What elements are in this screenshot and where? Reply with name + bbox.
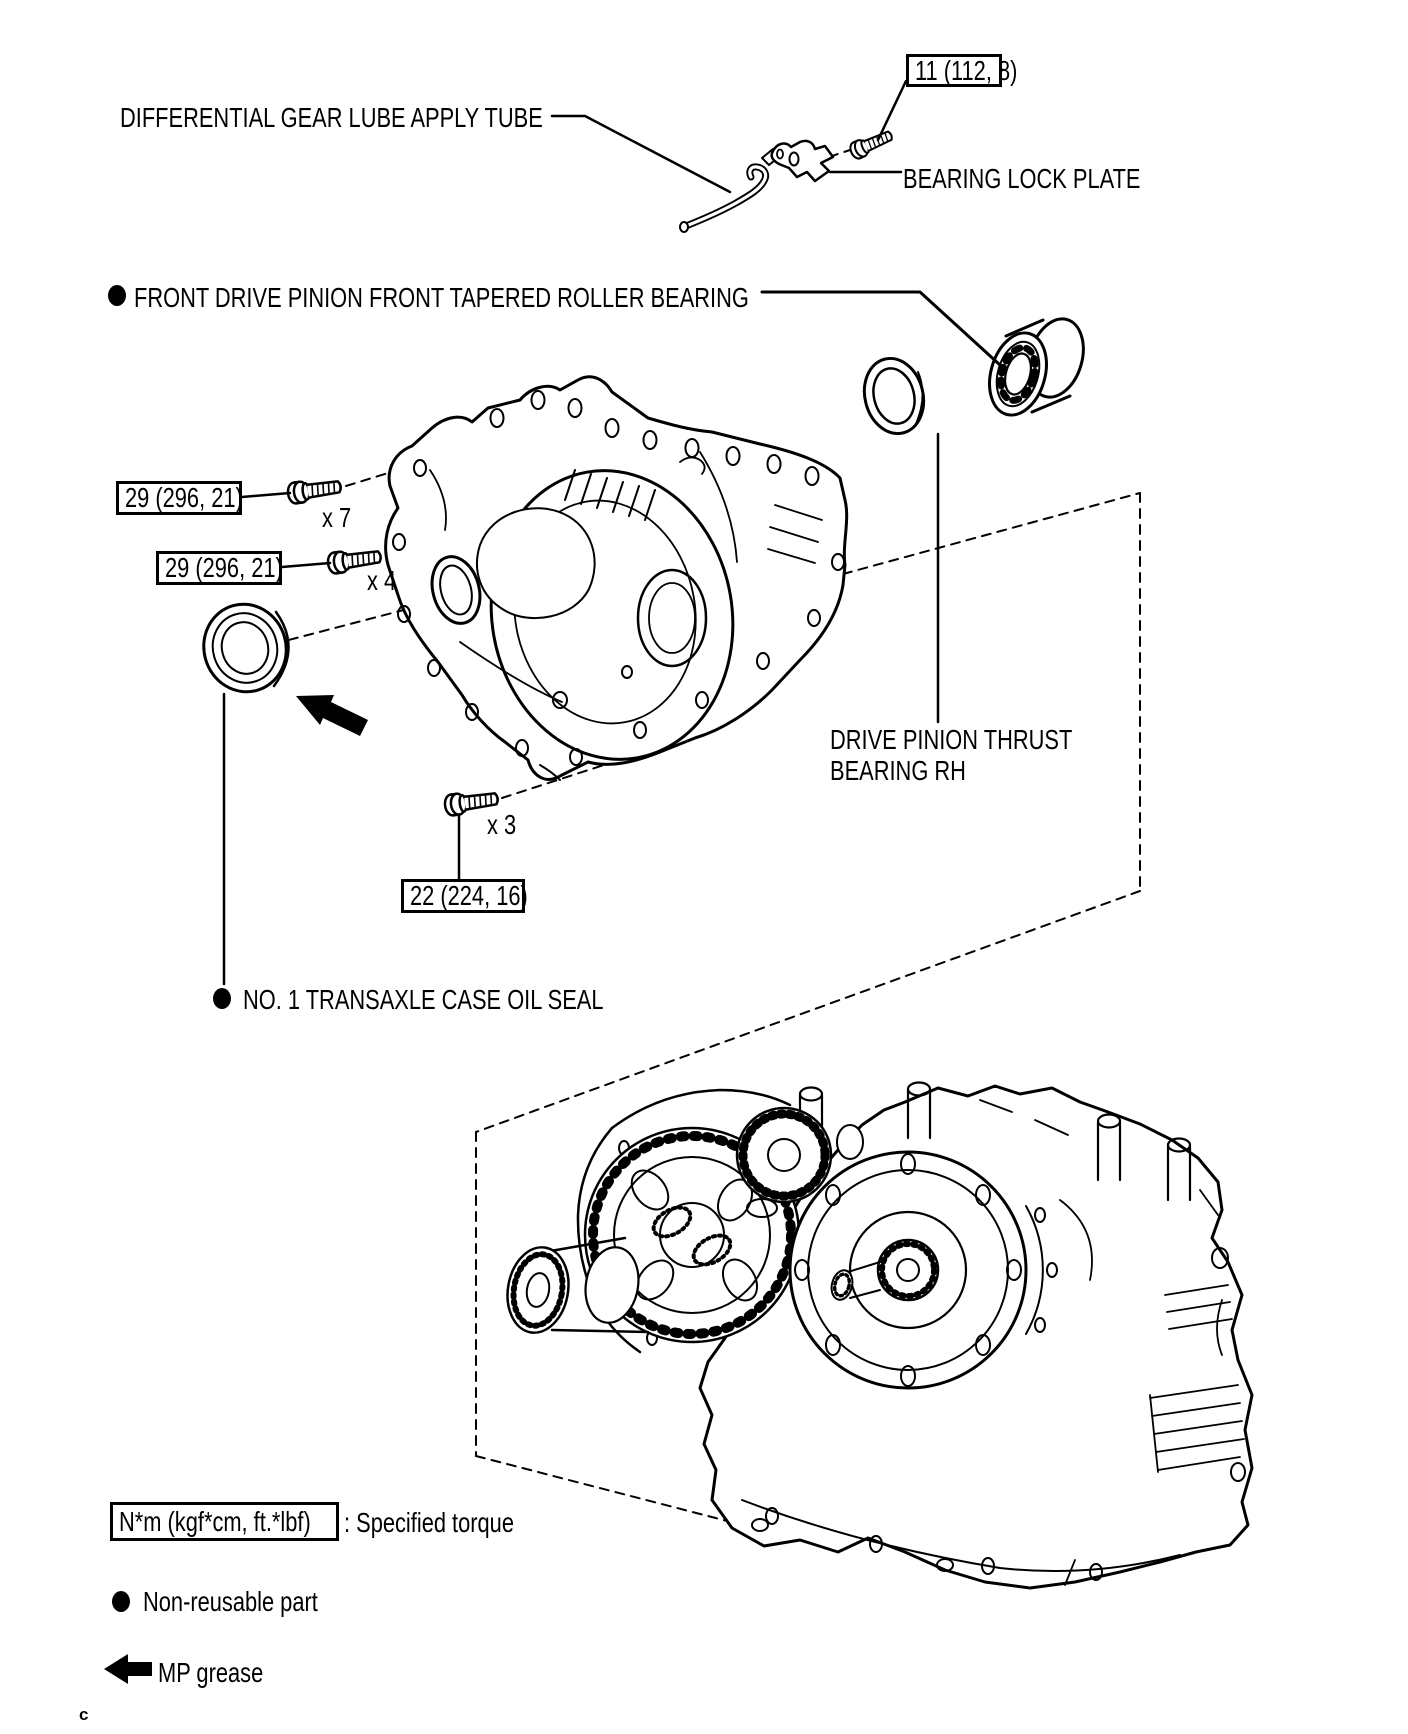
quantity-x7: x 7 bbox=[322, 502, 352, 533]
legend-mp-grease: MP grease bbox=[158, 1657, 264, 1688]
torque-box-case-bolt-x3 bbox=[401, 879, 528, 913]
mp-grease-legend-arrow-icon bbox=[104, 1654, 152, 1684]
transaxle-assembly-drawing bbox=[501, 1083, 1252, 1589]
bolt-icon-lock-plate bbox=[848, 127, 895, 160]
torque-value: 29 (296, 21) bbox=[125, 482, 243, 513]
label-line2: BEARING RH bbox=[830, 755, 966, 786]
footer-mark: c bbox=[79, 1705, 89, 1724]
legend-specified-torque: : Specified torque bbox=[344, 1507, 514, 1538]
lube-apply-tube-drawing bbox=[680, 149, 780, 232]
legend-non-reusable-part: Non-reusable part bbox=[143, 1586, 318, 1617]
torque-box-case-bolt-x4 bbox=[156, 551, 282, 585]
non-reusable-bullet-icon bbox=[213, 988, 231, 1009]
quantity-x4: x 4 bbox=[367, 565, 397, 596]
torque-value: 11 (112, 8) bbox=[915, 54, 1018, 86]
thrust-bearing-rh-drawing bbox=[857, 352, 932, 440]
torque-unit-text: N*m (kgf*cm, ft.*lbf) bbox=[119, 1505, 311, 1537]
torque-box-lock-plate-bolt bbox=[906, 54, 1018, 87]
label-line1: DRIVE PINION THRUST bbox=[830, 724, 1073, 755]
tapered-roller-bearing-drawing bbox=[980, 312, 1092, 421]
non-reusable-bullet-icon bbox=[108, 285, 126, 306]
mp-grease-arrow-icon bbox=[296, 695, 368, 736]
label-no1-transaxle-case-oil-seal: NO. 1 TRANSAXLE CASE OIL SEAL bbox=[243, 984, 604, 1015]
label-bearing-lock-plate: BEARING LOCK PLATE bbox=[903, 163, 1141, 194]
non-reusable-bullet-icon bbox=[112, 1591, 130, 1612]
bearing-lock-plate-drawing bbox=[772, 141, 833, 181]
bolt-icon-x7 bbox=[287, 476, 342, 504]
transaxle-case-drawing bbox=[386, 377, 847, 780]
legend-torque-unit-box bbox=[110, 1502, 339, 1541]
label-differential-gear-lube-apply-tube: DIFFERENTIAL GEAR LUBE APPLY TUBE bbox=[120, 102, 543, 133]
oil-seal-drawing bbox=[193, 594, 296, 701]
torque-box-case-bolt-x7 bbox=[116, 481, 242, 515]
quantity-x3: x 3 bbox=[487, 809, 517, 840]
label-front-tapered-roller-bearing: FRONT DRIVE PINION FRONT TAPERED ROLLER BEARING bbox=[134, 282, 749, 313]
torque-value: 29 (296, 21) bbox=[165, 552, 283, 583]
label-drive-pinion-thrust-bearing-rh bbox=[830, 724, 1072, 786]
torque-value: 22 (224, 16) bbox=[410, 880, 528, 911]
